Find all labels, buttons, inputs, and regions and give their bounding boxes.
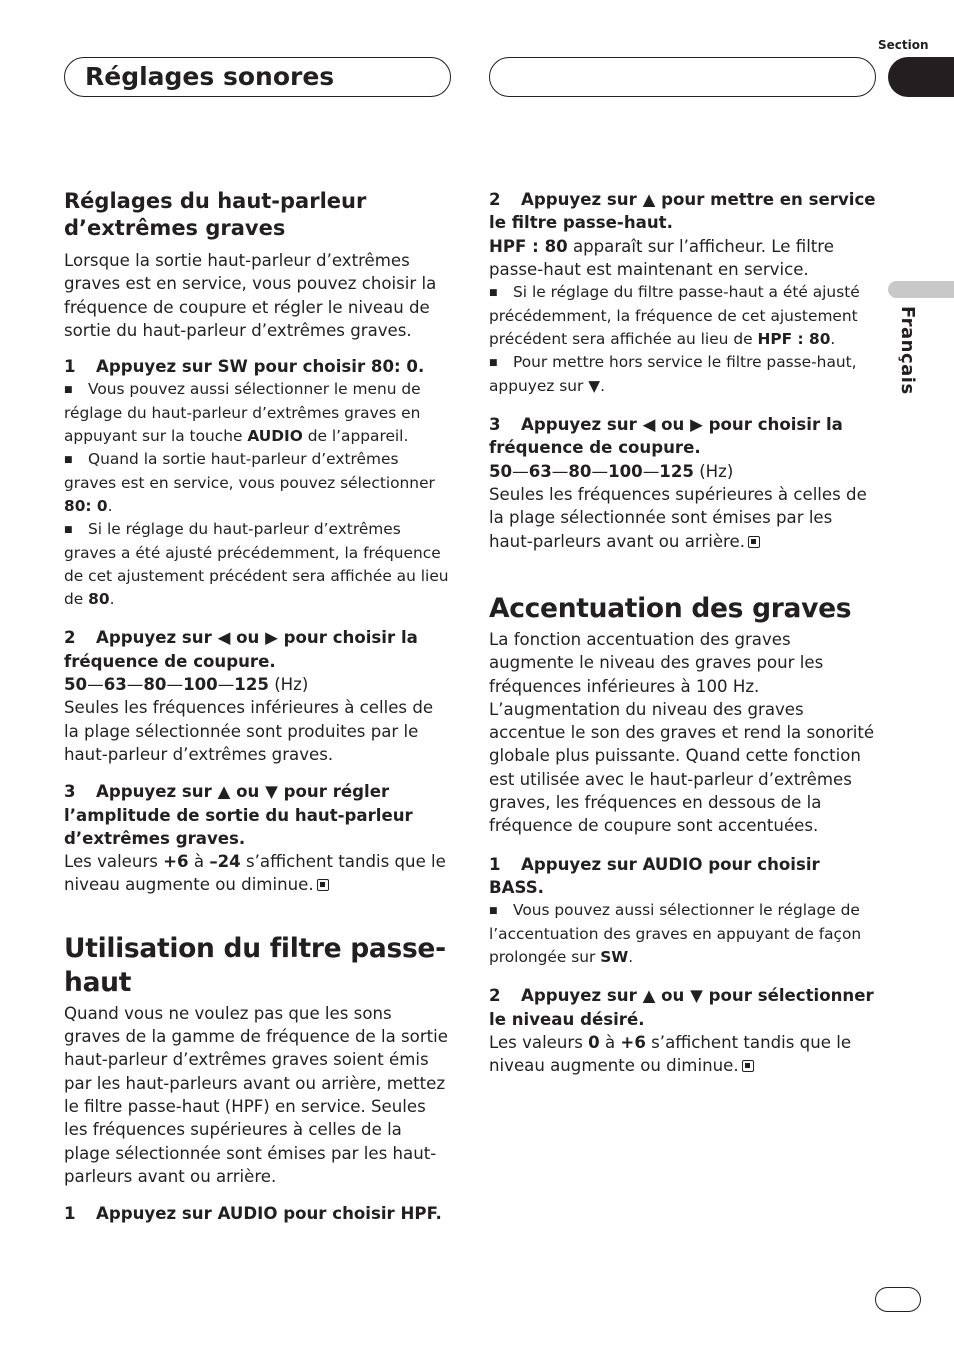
bass-step-2: 2 Appuyez sur ▲ ou ▼ pour sélectionner le niveau désiré. <box>489 986 874 1029</box>
note-audio-key: ■ Vous pouvez aussi sélectionner le menu de réglage du haut-parleur d’extrêmes graves en appuyant sur la touche AUDIO de l’appareil. <box>64 380 421 446</box>
step-2-text: Seules les fréquences inférieures à celles de la plage sélectionnée sont produites par le haut-parleur d’extrêmes graves. <box>64 698 434 764</box>
end-mark-icon <box>317 879 329 891</box>
subwoofer-heading: Réglages du haut-parleur d’extrêmes graves <box>64 189 367 240</box>
bass-step-1: 1 Appuyez sur AUDIO pour choisir BASS. <box>489 854 820 897</box>
frequency-options: 50—63—80—100—125 (Hz) <box>64 675 309 695</box>
bullet-icon: ■ <box>489 358 498 369</box>
page-number-pill <box>875 1287 921 1312</box>
note-previous-setting: ■ Si le réglage du haut-parleur d’extrêmes graves a été ajusté précédemment, la fréquence de cet ajustement précédent sera affichée au lieu de 80. <box>64 520 449 609</box>
note-hpf-off: ■ Pour mettre hors service le filtre passe-haut, appuyez sur ▼. <box>489 353 857 396</box>
empty-header-pill <box>489 57 876 97</box>
hpf-step-3: 3 Appuyez sur ◀ ou ▶ pour choisir la fréquence de coupure. <box>489 415 843 458</box>
left-column <box>64 188 452 1225</box>
section-title-pill <box>64 57 451 97</box>
hpf-frequency-options: 50—63—80—100—125 (Hz) <box>489 461 734 481</box>
language-label: Français <box>897 306 918 395</box>
step-3: 3 Appuyez sur ▲ ou ▼ pour régler l’amplitude de sortie du haut-parleur d’extrêmes graves. <box>64 782 413 848</box>
step-2: 2 Appuyez sur ◀ ou ▶ pour choisir la fréquence de coupure. <box>64 628 418 671</box>
bullet-icon: ■ <box>489 906 498 917</box>
language-tab-bar <box>888 281 954 298</box>
subwoofer-intro: Lorsque la sortie haut-parleur d’extrêmes graves est en service, vous pouvez choisir la fréquence de coupure et régler le niveau de sortie du haut-parleur d’extrêmes graves. <box>64 251 437 340</box>
section-title: Réglages sonores <box>85 62 335 91</box>
hpf-intro: Quand vous ne voulez pas que les sons graves de la gamme de fréquence de la sortie haut-parleur d’extrêmes graves soient émis par les haut-parleurs avant ou arrière, mettez le filtre passe-haut (HPF) en service. Seules les fréquences supérieures à celles de la plage sélectionnée sont émises par les haut-parleurs avant ou arrière. <box>64 1003 448 1186</box>
hpf-step-2-text: HPF : 80 apparaît sur l’afficheur. Le filtre passe-haut est maintenant en service. <box>489 236 834 279</box>
note-subwoofer-on: ■ Quand la sortie haut-parleur d’extrêmes graves est en service, vous pouvez sélectionner 80: 0. <box>64 450 435 516</box>
bullet-icon: ■ <box>489 288 498 299</box>
hpf-step-2: 2 Appuyez sur ▲ pour mettre en service le filtre passe-haut. <box>489 190 876 233</box>
end-mark-icon <box>742 1060 754 1072</box>
step-1: 1 Appuyez sur SW pour choisir 80: 0. <box>64 357 425 377</box>
hpf-step-3-text: Seules les fréquences supérieures à celles de la plage sélectionnée sont émises par les haut-parleurs avant ou arrière. <box>489 485 867 551</box>
right-column <box>489 188 877 1077</box>
hpf-heading: Utilisation du filtre passe-haut <box>64 932 446 998</box>
hpf-step-1: 1 Appuyez sur AUDIO pour choisir HPF. <box>64 1204 442 1224</box>
bass-heading: Accentuation des graves <box>489 592 852 624</box>
note-bass-sw: ■ Vous pouvez aussi sélectionner le réglage de l’accentuation des graves en appuyant de façon prolongée sur SW. <box>489 901 862 967</box>
section-label: Section <box>878 38 929 52</box>
bass-intro: La fonction accentuation des graves augmente le niveau des graves pour les fréquences inférieures à 100 Hz. L’augmentation du niveau des graves accentue le son des graves et rend la sonorité globale plus puissante. Quand cette fonction est utilisée avec le haut-parleur d’extrêmes graves, les fréquences en dessous de la fréquence de coupure sont accentuées. <box>489 629 875 836</box>
step-3-text: Les valeurs +6 à –24 s’affichent tandis que le niveau augmente ou diminue. <box>64 852 446 895</box>
bullet-icon: ■ <box>64 385 73 396</box>
section-number-tab <box>888 57 954 97</box>
bullet-icon: ■ <box>64 525 73 536</box>
note-hpf-previous: ■ Si le réglage du filtre passe-haut a été ajusté précédemment, la fréquence de cet ajustement précédent sera affichée au lieu de HPF : 80. <box>489 283 860 349</box>
end-mark-icon <box>748 536 760 548</box>
bass-step-2-text: Les valeurs 0 à +6 s’affichent tandis que le niveau augmente ou diminue. <box>489 1032 852 1076</box>
bullet-icon: ■ <box>64 455 73 466</box>
